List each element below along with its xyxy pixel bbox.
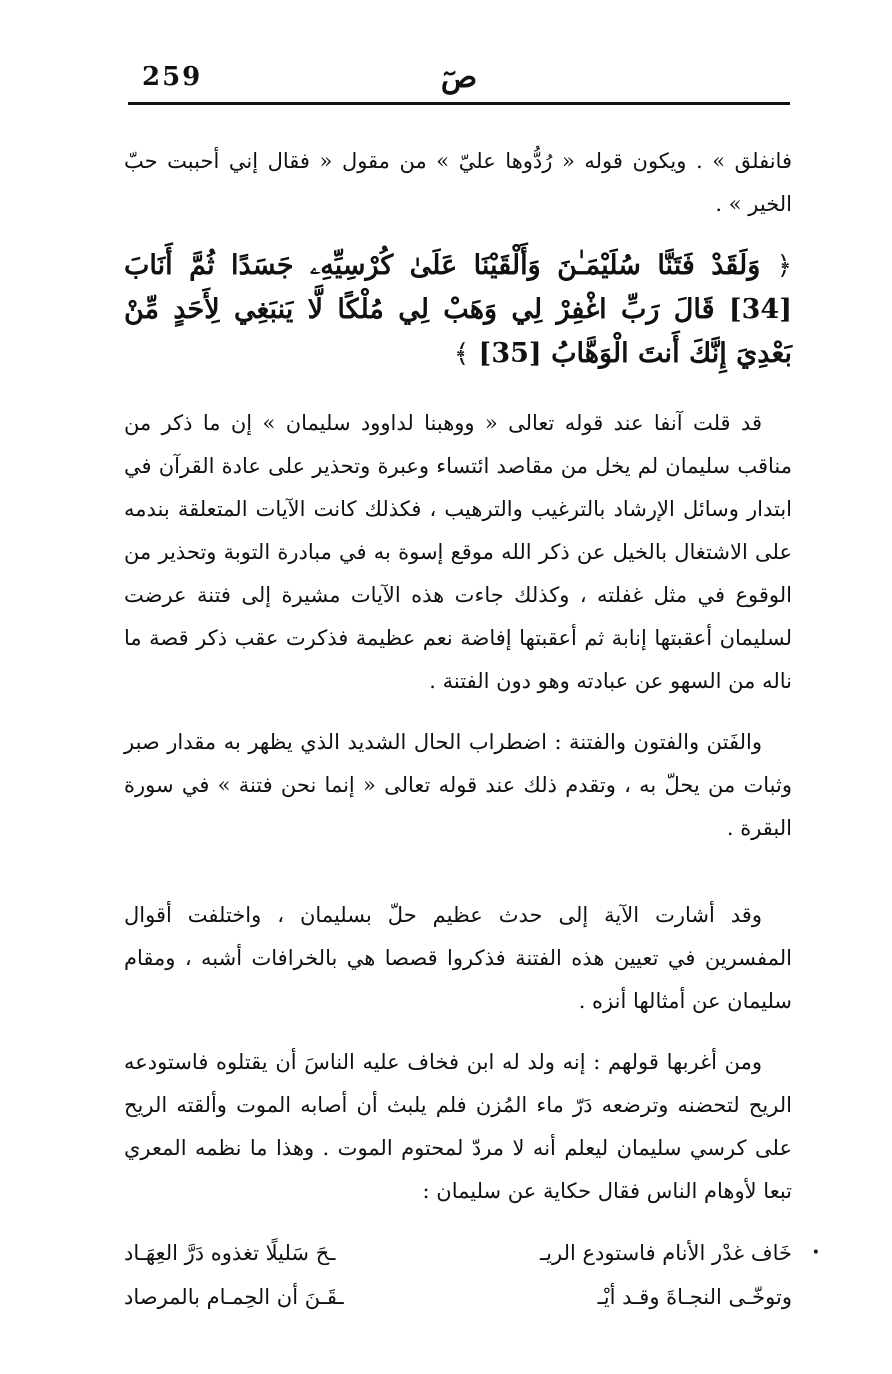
poem-hemistich-first: وتوخّـى النجـاةَ وقـد أيْـ: [597, 1285, 792, 1309]
page-header: [128, 60, 790, 105]
ornate-bracket-open: ﴿: [776, 251, 793, 281]
ornate-bracket-close: ﴾: [453, 339, 470, 369]
paragraph-strange-story: ومن أغربها قولهم : إنه ولد له ابن فخاف عليه الناسَ أن يقتلوه فاستودعه الريح لتحضنه وترضعه دَرّ ماء المُزن فلم يلبث أن أصابه الموت وألقته الريح على كرسي سليمان ليعلم أنه لا مردّ لمحتوم الموت . وهذا ما نظمه المعري تبعا لأوهام الناس فقال حكاية عن سليمان :: [124, 1050, 792, 1203]
poem-hemistich-first: خَاف غدْر الأنام فاستودع الريـ: [540, 1241, 792, 1265]
poem: [124, 1231, 820, 1319]
paragraph-intro: فانفلق » . ويكون قوله « رُدُّوها عليّ » من مقول « فقال إني أحببت حبّ الخير » .: [124, 149, 792, 216]
poem-hemistich-second: ـحَ سَليلًا تغذوه دَرَّ العِهَـاد: [124, 1241, 336, 1265]
page-body: [124, 140, 820, 1319]
poem-line: [124, 1275, 792, 1319]
paragraph-commentary: قد قلت آنفا عند قوله تعالى « ووهبنا لداوود سليمان » إن ما ذكر من مناقب سليمان لم يخل من مقاصد ائتساء وعبرة وتحذير على عادة القرآن في ابتدار وسائل الإرشاد بالترغيب والترهيب ، فكذلك كانت الآيات المتعلقة بندمه على الاشتغال بالخيل عن ذكر الله موقع إسوة به في مبادرة التوبة وتحذير من الوقوع في مثل غفلته ، وكذلك جاءت هذه الآيات مشيرة إلى فتنة عرضت لسليمان أعقبتها إنابة ثم أعقبتها إفاضة نعم عظيمة فذكرت عقب ذكر قصة ما ناله من السهو عن عبادته وهو دون الفتنة .: [124, 411, 792, 693]
poem-line: [124, 1231, 820, 1275]
quran-verse-text: وَلَقَدْ فَتَنَّا سُلَيْمَـٰنَ وَأَلْقَيْنَا عَلَىٰ كُرْسِيِّهِۦ جَسَدًا ثُمَّ أَنَابَ [34] قَالَ رَبِّ اغْفِرْ لِي وَهَبْ لِي مُلْكًا لَّا يَنبَغِي لِأَحَدٍ مِّنْ بَعْدِيَ إِنَّكَ أَنتَ الْوَهَّابُ [35]: [124, 250, 792, 369]
page-number: 259: [142, 62, 203, 92]
surah-title: صٓ: [440, 60, 478, 95]
bullet-icon: •: [811, 1245, 820, 1261]
quran-verse: [124, 244, 792, 376]
poem-hemistich-second: ـقَـنَ أن الحِمـام بالمرصاد: [124, 1285, 344, 1309]
paragraph-fitna-definition: والفَتن والفتون والفتنة : اضطراب الحال الشديد الذي يظهر به مقدار صبر وثبات من يحلّ به ، وتقدم ذلك عند قوله تعالى « إنما نحن فتنة » في سورة البقرة .: [124, 730, 792, 840]
paragraph-interpretations: وقد أشارت الآية إلى حدث عظيم حلّ بسليمان ، واختلفت أقوال المفسرين في تعيين هذه الفتنة فذكروا قصصا هي بالخرافات أشبه ، ومقام سليمان عن أمثالها أنزه .: [124, 903, 792, 1013]
